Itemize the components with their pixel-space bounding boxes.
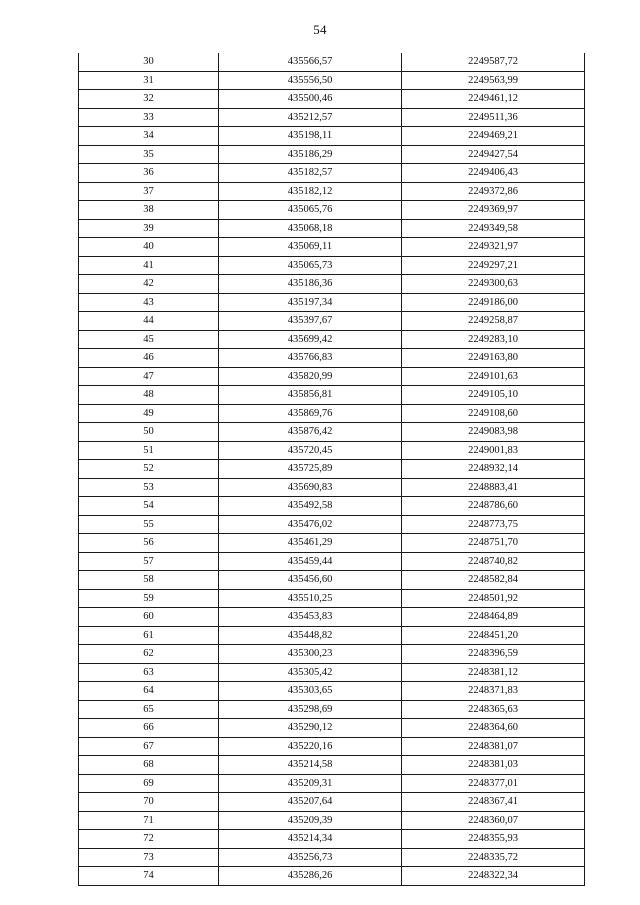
table-row [79,145,585,164]
y-coordinate-cell: 2248932,14 [402,460,585,479]
point-number-cell: 40 [79,238,219,257]
point-number-cell: 55 [79,515,219,534]
point-number-cell: 35 [79,145,219,164]
point-number-cell: 42 [79,275,219,294]
x-coordinate-cell: 435290,12 [219,719,402,738]
table-row [79,238,585,257]
y-coordinate-cell: 2249001,83 [402,441,585,460]
point-number-cell: 60 [79,608,219,627]
y-coordinate-cell: 2248883,41 [402,478,585,497]
x-coordinate-cell: 435766,83 [219,349,402,368]
point-number-cell: 68 [79,756,219,775]
table-row [79,293,585,312]
table-row [79,441,585,460]
x-coordinate-cell: 435690,83 [219,478,402,497]
y-coordinate-cell: 2248381,12 [402,663,585,682]
x-coordinate-cell: 435492,58 [219,497,402,516]
x-coordinate-cell: 435198,11 [219,127,402,146]
point-number-cell: 69 [79,774,219,793]
x-coordinate-cell: 435182,57 [219,164,402,183]
x-coordinate-cell: 435197,34 [219,293,402,312]
table-row [79,275,585,294]
table-row [79,423,585,442]
y-coordinate-cell: 2249297,21 [402,256,585,275]
y-coordinate-cell: 2249406,43 [402,164,585,183]
y-coordinate-cell: 2249427,54 [402,145,585,164]
y-coordinate-cell: 2249563,99 [402,71,585,90]
table-row [79,867,585,886]
table-row [79,90,585,109]
table-row [79,719,585,738]
point-number-cell: 59 [79,589,219,608]
x-coordinate-cell: 435820,99 [219,367,402,386]
table-row [79,589,585,608]
point-number-cell: 41 [79,256,219,275]
y-coordinate-cell: 2248381,03 [402,756,585,775]
page-number: 54 [313,22,327,37]
point-number-cell: 49 [79,404,219,423]
table-row [79,608,585,627]
y-coordinate-cell: 2248371,83 [402,682,585,701]
x-coordinate-cell: 435256,73 [219,848,402,867]
point-number-cell: 74 [79,867,219,886]
x-coordinate-cell: 435556,50 [219,71,402,90]
y-coordinate-cell: 2249186,00 [402,293,585,312]
x-coordinate-cell: 435453,83 [219,608,402,627]
coordinates-table-body [79,53,585,885]
x-coordinate-cell: 435065,73 [219,256,402,275]
point-number-cell: 62 [79,645,219,664]
x-coordinate-cell: 435510,25 [219,589,402,608]
table-row [79,478,585,497]
point-number-cell: 67 [79,737,219,756]
y-coordinate-cell: 2248464,89 [402,608,585,627]
point-number-cell: 56 [79,534,219,553]
table-row [79,645,585,664]
x-coordinate-cell: 435300,23 [219,645,402,664]
point-number-cell: 64 [79,682,219,701]
point-number-cell: 43 [79,293,219,312]
point-number-cell: 63 [79,663,219,682]
point-number-cell: 72 [79,830,219,849]
x-coordinate-cell: 435305,42 [219,663,402,682]
table-row [79,386,585,405]
table-row [79,515,585,534]
x-coordinate-cell: 435065,76 [219,201,402,220]
x-coordinate-cell: 435725,89 [219,460,402,479]
point-number-cell: 54 [79,497,219,516]
x-coordinate-cell: 435182,12 [219,182,402,201]
point-number-cell: 36 [79,164,219,183]
table-row [79,756,585,775]
x-coordinate-cell: 435220,16 [219,737,402,756]
y-coordinate-cell: 2249369,97 [402,201,585,220]
table-row [79,793,585,812]
table-row [79,164,585,183]
x-coordinate-cell: 435456,60 [219,571,402,590]
y-coordinate-cell: 2249349,58 [402,219,585,238]
x-coordinate-cell: 435209,31 [219,774,402,793]
y-coordinate-cell: 2248773,75 [402,515,585,534]
table-row [79,312,585,331]
table-row [79,497,585,516]
x-coordinate-cell: 435186,36 [219,275,402,294]
point-number-cell: 39 [79,219,219,238]
table-row [79,460,585,479]
x-coordinate-cell: 435068,18 [219,219,402,238]
x-coordinate-cell: 435500,46 [219,90,402,109]
y-coordinate-cell: 2249587,72 [402,53,585,71]
x-coordinate-cell: 435207,64 [219,793,402,812]
x-coordinate-cell: 435298,69 [219,700,402,719]
y-coordinate-cell: 2249321,97 [402,238,585,257]
x-coordinate-cell: 435856,81 [219,386,402,405]
x-coordinate-cell: 435069,11 [219,238,402,257]
table-row [79,53,585,71]
table-row [79,330,585,349]
point-number-cell: 50 [79,423,219,442]
coordinates-table [78,53,585,886]
y-coordinate-cell: 2248396,59 [402,645,585,664]
point-number-cell: 65 [79,700,219,719]
point-number-cell: 66 [79,719,219,738]
table-row [79,182,585,201]
point-number-cell: 44 [79,312,219,331]
y-coordinate-cell: 2248740,82 [402,552,585,571]
table-row [79,127,585,146]
table-row [79,700,585,719]
y-coordinate-cell: 2249372,86 [402,182,585,201]
point-number-cell: 73 [79,848,219,867]
y-coordinate-cell: 2249163,80 [402,349,585,368]
point-number-cell: 58 [79,571,219,590]
point-number-cell: 34 [79,127,219,146]
point-number-cell: 61 [79,626,219,645]
y-coordinate-cell: 2249469,21 [402,127,585,146]
x-coordinate-cell: 435876,42 [219,423,402,442]
table-row [79,571,585,590]
y-coordinate-cell: 2248335,72 [402,848,585,867]
table-row [79,626,585,645]
point-number-cell: 45 [79,330,219,349]
table-row [79,108,585,127]
point-number-cell: 47 [79,367,219,386]
y-coordinate-cell: 2248582,84 [402,571,585,590]
y-coordinate-cell: 2249105,10 [402,386,585,405]
point-number-cell: 52 [79,460,219,479]
x-coordinate-cell: 435212,57 [219,108,402,127]
table-row [79,201,585,220]
x-coordinate-cell: 435186,29 [219,145,402,164]
y-coordinate-cell: 2249461,12 [402,90,585,109]
point-number-cell: 70 [79,793,219,812]
table-row [79,256,585,275]
table-row [79,367,585,386]
y-coordinate-cell: 2248751,70 [402,534,585,553]
y-coordinate-cell: 2248367,41 [402,793,585,812]
x-coordinate-cell: 435303,65 [219,682,402,701]
y-coordinate-cell: 2248322,34 [402,867,585,886]
table-row [79,534,585,553]
y-coordinate-cell: 2249083,98 [402,423,585,442]
y-coordinate-cell: 2248377,01 [402,774,585,793]
table-row [79,774,585,793]
point-number-cell: 53 [79,478,219,497]
y-coordinate-cell: 2248501,92 [402,589,585,608]
x-coordinate-cell: 435699,42 [219,330,402,349]
point-number-cell: 30 [79,53,219,71]
y-coordinate-cell: 2248360,07 [402,811,585,830]
table-row [79,349,585,368]
table-row [79,848,585,867]
point-number-cell: 46 [79,349,219,368]
point-number-cell: 31 [79,71,219,90]
y-coordinate-cell: 2249258,87 [402,312,585,331]
table-row [79,737,585,756]
table-row [79,811,585,830]
x-coordinate-cell: 435448,82 [219,626,402,645]
y-coordinate-cell: 2248786,60 [402,497,585,516]
x-coordinate-cell: 435209,39 [219,811,402,830]
table-row [79,404,585,423]
point-number-cell: 32 [79,90,219,109]
point-number-cell: 48 [79,386,219,405]
x-coordinate-cell: 435566,57 [219,53,402,71]
point-number-cell: 38 [79,201,219,220]
point-number-cell: 51 [79,441,219,460]
table-row [79,71,585,90]
y-coordinate-cell: 2248365,63 [402,700,585,719]
table-row [79,663,585,682]
x-coordinate-cell: 435461,29 [219,534,402,553]
y-coordinate-cell: 2249511,36 [402,108,585,127]
y-coordinate-cell: 2249283,10 [402,330,585,349]
y-coordinate-cell: 2248451,20 [402,626,585,645]
y-coordinate-cell: 2248364,60 [402,719,585,738]
point-number-cell: 71 [79,811,219,830]
x-coordinate-cell: 435397,67 [219,312,402,331]
point-number-cell: 33 [79,108,219,127]
x-coordinate-cell: 435459,44 [219,552,402,571]
table-row [79,552,585,571]
x-coordinate-cell: 435214,58 [219,756,402,775]
x-coordinate-cell: 435476,02 [219,515,402,534]
x-coordinate-cell: 435720,45 [219,441,402,460]
y-coordinate-cell: 2249101,63 [402,367,585,386]
x-coordinate-cell: 435286,26 [219,867,402,886]
table-row [79,830,585,849]
point-number-cell: 37 [79,182,219,201]
y-coordinate-cell: 2249108,60 [402,404,585,423]
x-coordinate-cell: 435869,76 [219,404,402,423]
y-coordinate-cell: 2248355,93 [402,830,585,849]
table-row [79,682,585,701]
y-coordinate-cell: 2249300,63 [402,275,585,294]
y-coordinate-cell: 2248381,07 [402,737,585,756]
x-coordinate-cell: 435214,34 [219,830,402,849]
point-number-cell: 57 [79,552,219,571]
table-row [79,219,585,238]
